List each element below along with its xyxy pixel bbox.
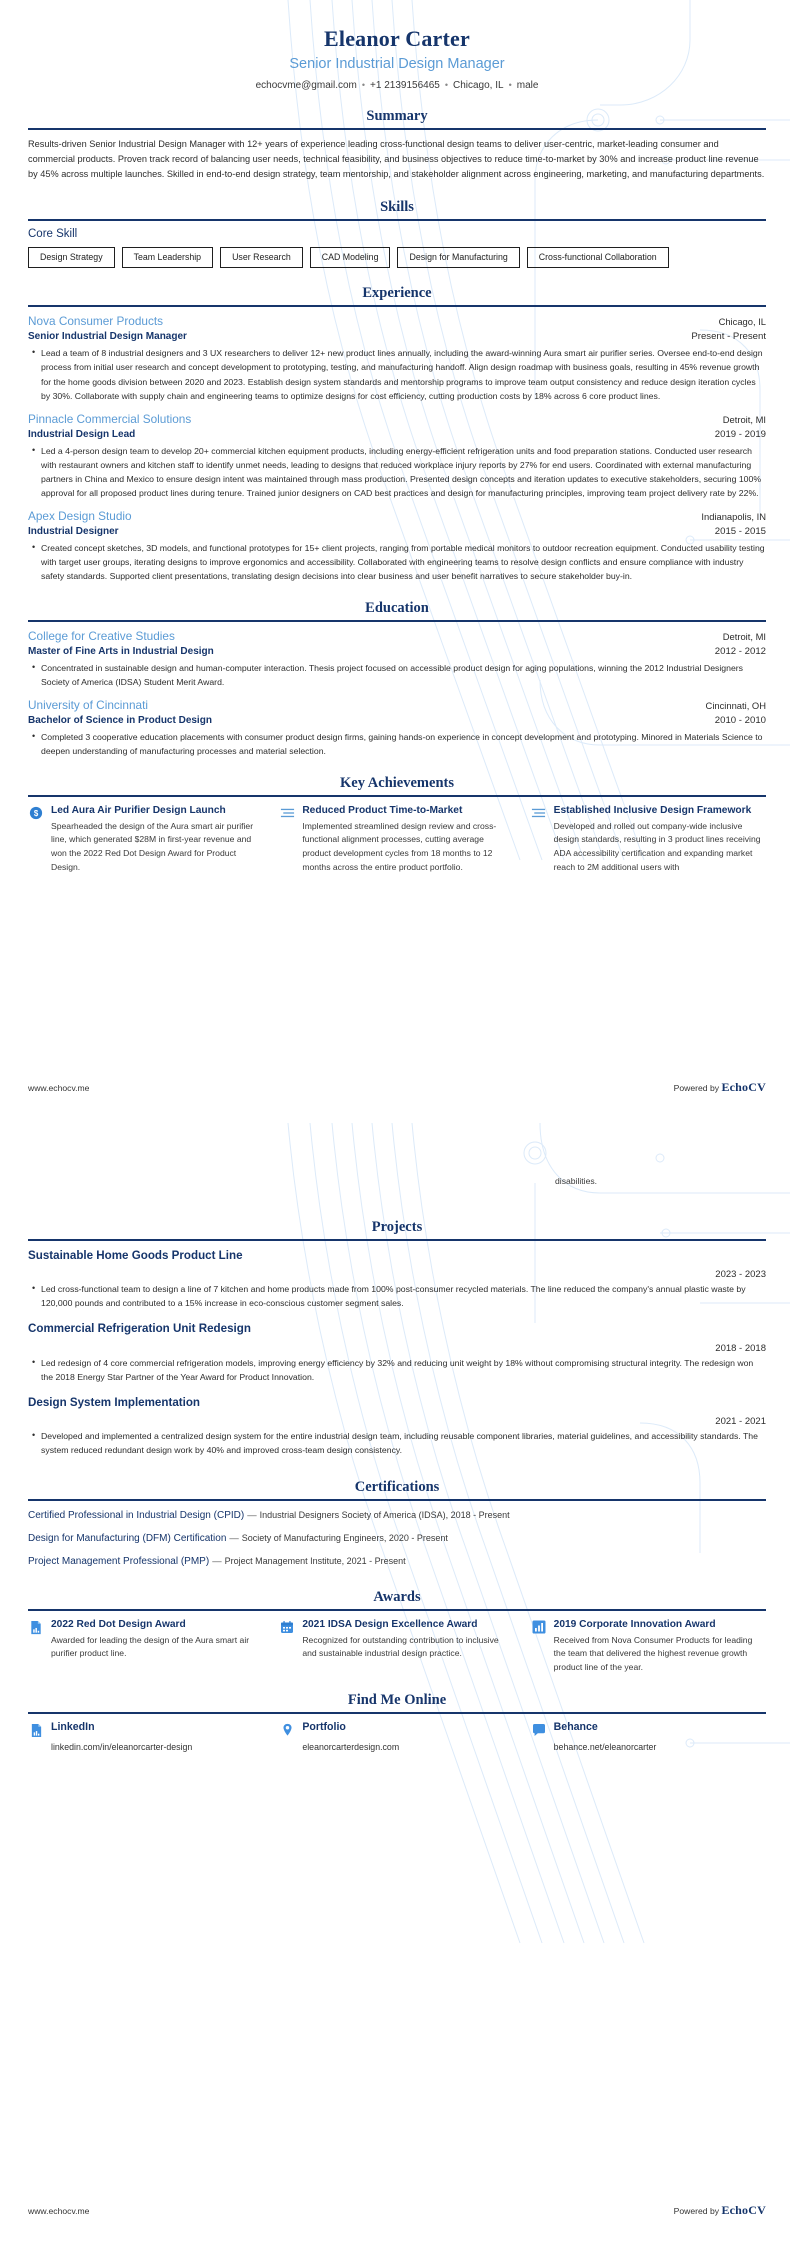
certification-name: Certified Professional in Industrial Design (CPID): [28, 1510, 245, 1522]
bullet-item: • Completed 3 cooperative education placements with consumer product design firms, gaining hands-on experience in concept development and prototyping. Minored in Materials Science to deepen understanding of manufacturing processes and material selection.: [41, 730, 766, 758]
section-find-me-online: [28, 1692, 766, 1752]
education-degree-row: [28, 714, 766, 728]
education-org-row: [28, 629, 766, 645]
section-rule: [28, 1239, 766, 1241]
footer-powered-label: Powered by: [673, 1083, 720, 1093]
certification-issuer: Project Management Institute, 2021 - Present: [224, 1556, 406, 1567]
experience-role-row: [28, 428, 766, 442]
certification-dash: —: [212, 1555, 222, 1567]
section-title-key-achievements: Key Achievements: [340, 775, 454, 792]
experience-location: Detroit, MI: [722, 413, 766, 425]
experience-location: Chicago, IL: [718, 316, 766, 328]
section-skills: [28, 199, 766, 269]
experience-dates: 2019 - 2019: [714, 428, 766, 440]
award-list: [28, 1618, 766, 1674]
resume-header: [28, 0, 766, 91]
bullet-item: • Led cross-functional team to design a line of 7 kitchen and home products made from 100% post-consumer recycled materials. The line reduced the company's annual plastic waste by 120,000 pounds and contributed to a 15% increase in eco-conscious customer segment sales.: [41, 1282, 766, 1310]
experience-entry: [28, 412, 766, 500]
experience-entry: [28, 509, 766, 583]
certification-name: Design for Manufacturing (DFM) Certification: [28, 1533, 227, 1545]
experience-bullets: [28, 444, 766, 500]
key-achievement-title: Led Aura Air Purifier Design Launch: [51, 805, 226, 817]
key-achievement-desc: Implemented streamlined design review and cross-functional alignment processes, cutting average product development cycles from 18 months to 12 months across the entire product portfolio.: [302, 820, 497, 872]
certification-issuer: Industrial Designers Society of America (IDSA), 2018 - Present: [259, 1510, 510, 1521]
section-rule: [28, 620, 766, 622]
project-dates: 2023 - 2023: [715, 1269, 766, 1281]
footer-powered-by: [674, 2203, 766, 2218]
skill-chip: Team Leadership: [122, 247, 213, 269]
link-item-behance[interactable]: [531, 1721, 766, 1752]
skill-chip: Design for Manufacturing: [397, 247, 519, 269]
experience-org: Nova Consumer Products: [28, 314, 164, 329]
key-achievement-item: [531, 804, 766, 874]
bullet-item: • Created concept sketches, 3D models, and functional prototypes for 15+ client projects, ranging from portable medical monitors to outdoor recreation equipment. Conducted usability testing with target user groups, iterating designs to improve ergonomics and accessibility. Collaborated with engineering teams to resolve design conflicts and ensure compliance with industry safety standards. Supported client presentations, translating design decisions into clear business and user benefit narratives to secure stakeholder buy-in.: [41, 541, 766, 583]
section-rule: [28, 795, 766, 797]
section-rule: [28, 1712, 766, 1714]
project-entry: [28, 1321, 766, 1383]
link-body: [302, 1721, 399, 1752]
experience-dates: Present - Present: [691, 331, 766, 343]
skill-chip: User Research: [220, 247, 303, 269]
experience-org-row: [28, 314, 766, 330]
link-url[interactable]: behance.net/eleanorcarter: [553, 1742, 657, 1753]
experience-org: Apex Design Studio: [28, 508, 132, 523]
section-title-projects: Projects: [371, 1219, 423, 1235]
certification-dash: —: [247, 1509, 257, 1521]
bullet-item: • Concentrated in sustainable design and human-computer interaction. Thesis project focused on accessible product design for aging populations, winning the 2012 Industrial Designers Society of America (IDSA) Student Merit Award.: [41, 661, 766, 689]
award-title: 2021 IDSA Design Excellence Award: [302, 1619, 478, 1631]
section-summary: [28, 108, 766, 182]
project-title: Design System Implementation: [28, 1395, 201, 1409]
key-achievement-body: [51, 804, 263, 874]
education-entry: [28, 629, 766, 689]
page-footer: [0, 2203, 794, 2218]
bullet-item: • Lead a team of 8 industrial designers and 3 UX researchers to deliver 12+ new product lines annually, including the award-winning Aura smart air purifier series. Oversee end-to-end design process from initial user research and concept development to prototyping, testing, and manufacturing handoff. Align design roadmap with business goals, resulting in 45% revenue growth for the home goods division between 2020 and 2023. Establish design system standards and mentorship programs to improve team output consistency and reduce design iteration cycles by 30%. Collaborate with supply chain and engineering teams to optimize designs for cost efficiency, cutting production costs by 18% across 6 core product lines.: [41, 346, 766, 402]
key-achievement-item: [28, 804, 263, 874]
key-achievement-body: [554, 804, 766, 874]
award-desc: Recognized for outstanding contribution to inclusive and sustainable industrial design practice.: [302, 1634, 499, 1659]
contact-phone: +1 2139156465: [370, 80, 440, 91]
skill-chip: CAD Modeling: [310, 247, 391, 269]
experience-dates: 2015 - 2015: [714, 525, 766, 537]
bullet-item: • Developed and implemented a centralized design system for the entire industrial design team, including reusable component libraries, material guidelines, and accessibility standards. The system reduced redundant design work by 40% and improved cross-team design consistency.: [41, 1429, 766, 1457]
section-rule: [28, 305, 766, 307]
section-awards: [28, 1589, 766, 1674]
section-key-achievements: [28, 775, 766, 874]
section-title-experience: Experience: [362, 285, 432, 302]
education-location: Cincinnati, OH: [705, 700, 766, 712]
footer-powered-by: [674, 1080, 766, 1095]
skill-chip: Design Strategy: [28, 247, 115, 269]
project-bullets: [28, 1282, 766, 1310]
footer-powered-label: Powered by: [673, 2206, 720, 2216]
project-title: Commercial Refrigeration Unit Redesign: [28, 1322, 251, 1336]
experience-location: Indianapolis, IN: [701, 510, 766, 522]
certification-item: [28, 1508, 766, 1523]
contact-line: [28, 80, 766, 91]
education-org: University of Cincinnati: [28, 698, 148, 713]
certification-name: Project Management Professional (PMP): [28, 1556, 210, 1568]
certification-item: [28, 1531, 766, 1546]
key-achievement-desc: Spearheaded the design of the Aura smart air purifier line, which generated $28M in first-year revenue and won the 2022 Red Dot Design Award for Product Design.: [51, 820, 254, 872]
education-degree: Master of Fine Arts in Industrial Design: [28, 646, 214, 658]
footer-brand: EchoCV: [721, 1080, 766, 1094]
certification-issuer: Society of Manufacturing Engineers, 2020 - Present: [241, 1533, 448, 1544]
list-lines-icon: [279, 805, 295, 821]
contact-location: Chicago, IL: [452, 80, 504, 91]
experience-role: Industrial Design Lead: [28, 428, 136, 440]
education-org: College for Creative Studies: [28, 629, 175, 644]
list-lines-icon: [531, 805, 547, 821]
skill-chip-list: [28, 247, 766, 269]
key-achievement-item: [279, 804, 514, 874]
experience-bullets: [28, 541, 766, 583]
calendar-icon: [279, 1619, 295, 1635]
link-list: [28, 1721, 766, 1752]
key-achievement-spill-text: disabilities.: [555, 1176, 598, 1186]
award-title: 2019 Corporate Innovation Award: [553, 1619, 716, 1631]
section-title-awards: Awards: [373, 1589, 421, 1606]
award-body: [51, 1618, 263, 1661]
education-degree-row: [28, 645, 766, 659]
link-body: [554, 1721, 657, 1752]
svg-text:$: $: [33, 809, 39, 819]
education-dates: 2012 - 2012: [714, 646, 766, 658]
contact-separator: •: [361, 80, 366, 90]
summary-text: Results-driven Senior Industrial Design Manager with 12+ years of experience leading cross-functional design teams to deliver user-centric, market-leading consumer and commercial products. Proven track record of balancing user needs, technical feasibility, and business objectives to reduce time-to-market by 30% and increase product line revenue by 45% across multiple launches. Skilled in end-to-end design strategy, team mentorship, and stakeholder alignment across engineering, marketing, and manufacturing departments.: [28, 139, 765, 179]
link-label[interactable]: Behance: [553, 1721, 598, 1734]
education-bullets: [28, 730, 766, 758]
section-projects: [28, 1219, 766, 1457]
section-rule: [28, 128, 766, 130]
project-dates: 2021 - 2021: [715, 1416, 766, 1428]
page-footer: [0, 1080, 794, 1095]
experience-role: Industrial Designer: [28, 525, 119, 537]
section-title-certifications: Certifications: [354, 1479, 440, 1496]
section-rule: [28, 1609, 766, 1611]
education-bullets: [28, 661, 766, 689]
section-rule: [28, 219, 766, 221]
candidate-title: Senior Industrial Design Manager: [289, 56, 505, 72]
education-entry: [28, 698, 766, 758]
bullet-item: • Led redesign of 4 core commercial refrigeration models, improving energy efficiency by 32% and reducing unit weight by 18% without compromising structural integrity. The redesign won the 2018 Energy Star Partner of the Year Award for Product Innovation.: [41, 1356, 766, 1384]
speech-bubble-icon: [531, 1722, 547, 1738]
award-desc: Received from Nova Consumer Products for leading the team that delivered the highest revenue growth product line of the year.: [553, 1634, 753, 1672]
footer-brand: EchoCV: [721, 2203, 766, 2217]
award-desc: Awarded for leading the design of the Aura smart air purifier product line.: [51, 1634, 250, 1659]
award-body: [554, 1618, 766, 1674]
section-rule: [28, 1499, 766, 1501]
award-item: [28, 1618, 263, 1661]
link-url[interactable]: eleanorcarterdesign.com: [302, 1742, 400, 1753]
section-title-education: Education: [365, 600, 429, 617]
experience-org-row: [28, 412, 766, 428]
contact-separator: •: [444, 80, 448, 90]
award-item: [279, 1618, 514, 1661]
project-entry: [28, 1248, 766, 1310]
link-item-portfolio[interactable]: [279, 1721, 514, 1752]
education-dates: 2010 - 2010: [714, 715, 766, 727]
document-icon: [28, 1619, 44, 1635]
footer-site-url: www.echocv.me: [28, 1083, 90, 1093]
key-achievement-desc: Developed and rolled out company-wide inclusive design standards, resulting in 3 product lines receiving ADA accessibility certification and expanding market reach to 2M additional users with: [553, 820, 761, 872]
experience-org-row: [28, 509, 766, 525]
pin-icon: [279, 1722, 295, 1738]
candidate-name: Eleanor Carter: [324, 26, 470, 51]
contact-gender: male: [516, 80, 539, 91]
section-title-find-me-online: Find Me Online: [347, 1692, 447, 1709]
link-body: [51, 1721, 192, 1752]
resume-page-2: [0, 1123, 794, 2246]
project-bullets: [28, 1429, 766, 1457]
skill-group-title: Core Skill: [28, 227, 78, 240]
key-achievement-list: [28, 804, 766, 874]
dollar-circle-icon: [28, 805, 44, 821]
bullet-item: • Led a 4-person design team to develop 20+ commercial kitchen equipment products, including energy-efficient refrigeration units and food preparation stations. Conducted user research with restaurant owners and kitchen staff to identify unmet needs, leading to designs that reduced workplace injury reports by 27% for end users. Coordinated with external manufacturing partners in China and Mexico to ensure design intent was maintained through mass production. Presented design concepts and iteration updates to executive stakeholders, securing 100% approval for all proposed product lines during tenure. Trained junior designers on CAD best practices and design for manufacturing principles, improving team project delivery rate by 22%.: [41, 444, 766, 500]
footer-site-url: www.echocv.me: [28, 2206, 90, 2216]
section-certifications: [28, 1479, 766, 1569]
project-dates: 2018 - 2018: [715, 1342, 766, 1354]
experience-role-row: [28, 330, 766, 344]
file-chart-icon: [28, 1722, 44, 1738]
section-education: [28, 600, 766, 758]
certification-dash: —: [229, 1532, 239, 1544]
award-item: [531, 1618, 766, 1674]
experience-role-row: [28, 525, 766, 539]
key-achievement-body: [302, 804, 514, 874]
link-url[interactable]: linkedin.com/in/eleanorcarter-design: [51, 1742, 193, 1753]
experience-org: Pinnacle Commercial Solutions: [28, 411, 192, 426]
project-entry: [28, 1395, 766, 1457]
link-label[interactable]: Portfolio: [302, 1721, 346, 1734]
experience-bullets: [28, 346, 766, 402]
experience-entry: [28, 314, 766, 402]
section-title-skills: Skills: [380, 198, 414, 215]
certification-item: [28, 1554, 766, 1569]
skill-chip: Cross-functional Collaboration: [527, 247, 669, 269]
project-title: Sustainable Home Goods Product Line: [28, 1249, 243, 1262]
link-item-linkedin[interactable]: [28, 1721, 263, 1752]
award-title: 2022 Red Dot Design Award: [51, 1619, 186, 1631]
link-label[interactable]: LinkedIn: [51, 1721, 95, 1734]
section-experience: [28, 285, 766, 583]
project-bullets: [28, 1356, 766, 1384]
contact-email: echocvme@gmail.com: [255, 80, 357, 91]
key-achievement-title: Reduced Product Time-to-Market: [302, 805, 463, 817]
education-location: Detroit, MI: [722, 631, 766, 643]
section-title-summary: Summary: [366, 108, 428, 124]
key-achievement-title: Established Inclusive Design Framework: [553, 805, 752, 817]
bar-chart-icon: [531, 1619, 547, 1635]
contact-separator: •: [508, 80, 512, 90]
experience-role: Senior Industrial Design Manager: [28, 331, 187, 343]
education-org-row: [28, 698, 766, 714]
award-body: [302, 1618, 514, 1661]
education-degree: Bachelor of Science in Product Design: [28, 715, 212, 727]
